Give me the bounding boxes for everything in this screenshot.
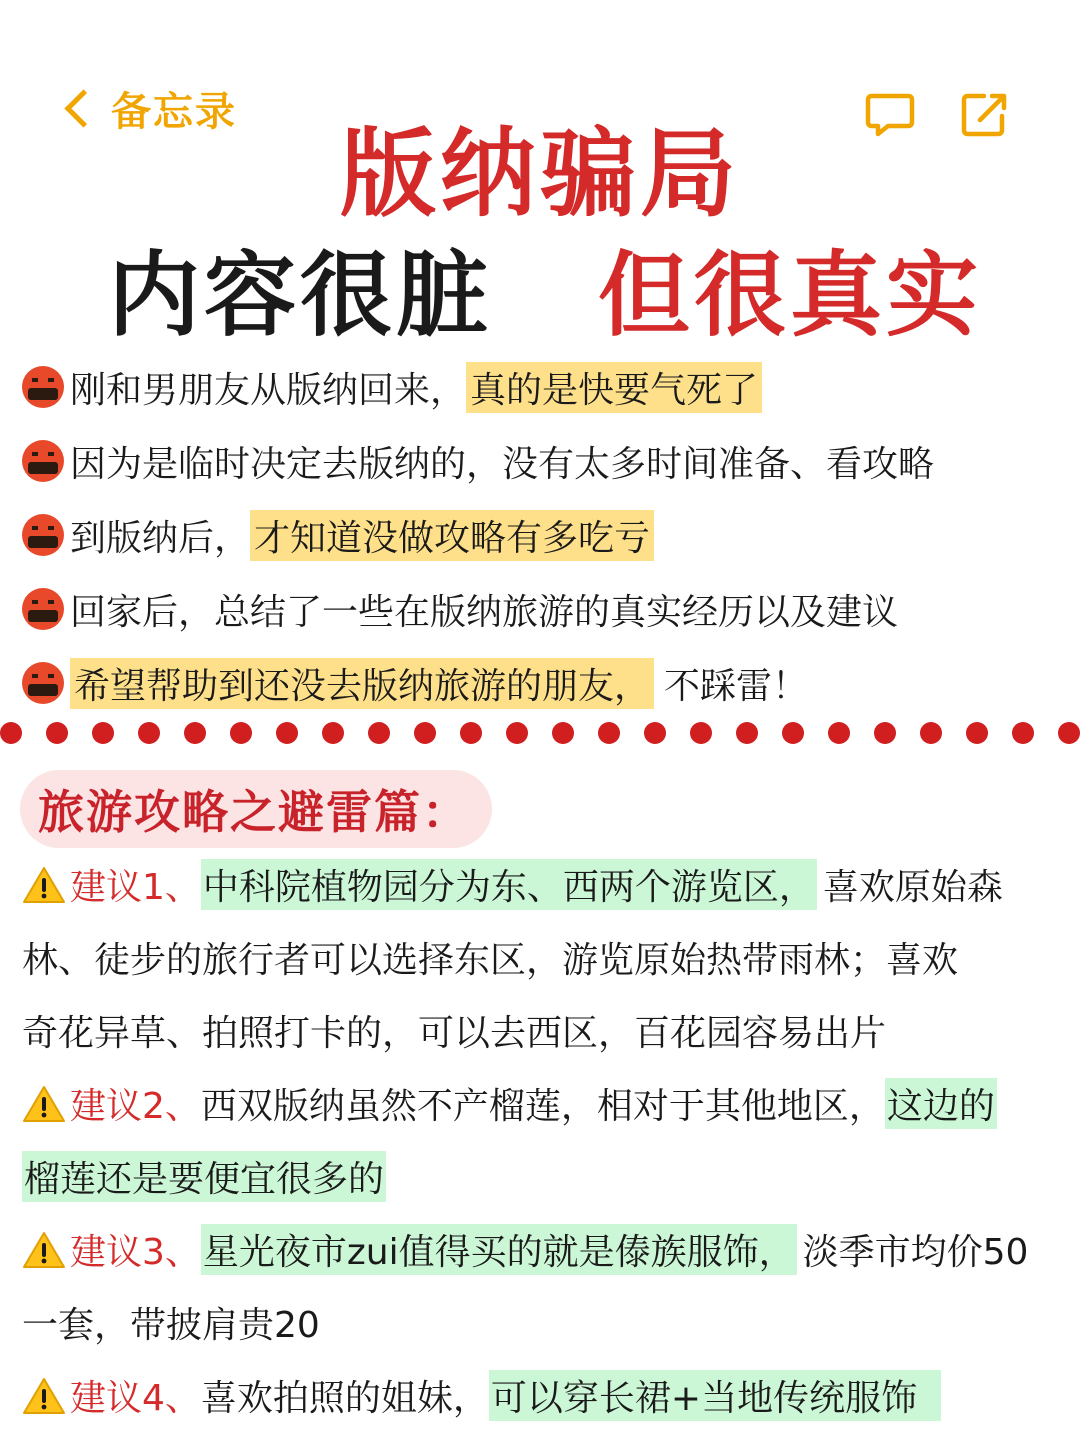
tip-highlight: 星光夜市zui值得买的就是傣族服饰， [201,1224,797,1275]
divider-dot [828,722,850,744]
divider-dot [1012,722,1034,744]
list-item [22,1067,1062,1140]
list-item [22,848,1062,921]
intro-highlight: 希望帮助到还没去版纳旅游的朋友， [70,658,654,709]
divider-dot [920,722,942,744]
divider-dot [644,722,666,744]
tip-text: 淡季市均价50 [802,1232,1029,1273]
tip-highlight: 这边的 [885,1078,997,1129]
tip-highlight: 榴莲还是要便宜很多的 [22,1151,386,1202]
subtitle-right: 但很真实 [598,242,983,349]
tip-text: 西双版纳虽然不产榴莲，相对于其他地区， [200,1086,885,1127]
list-item [22,350,1062,424]
list-item [22,572,1062,646]
divider-dot [276,722,298,744]
list-item [22,1213,1062,1286]
tip-label: 建议2、 [70,1086,201,1127]
warning-icon [22,865,66,905]
divider-dot [460,722,482,744]
tip-label: 建议1、 [70,867,201,908]
divider-dot [552,722,574,744]
divider-dot [414,722,436,744]
tip-text: 奇花异草、拍照打卡的，可以去西区，百花园容易出片 [22,1013,887,1054]
divider-dot [230,722,252,744]
divider-dot [92,722,114,744]
divider-dot [598,722,620,744]
tips-list [22,848,1062,1432]
divider-dot [368,722,390,744]
divider-dot [966,722,988,744]
divider-dot [690,722,712,744]
list-item [22,424,1062,498]
intro-list [22,350,1062,720]
tip-label: 建议3、 [70,1232,201,1273]
page-title: 版纳骗局 [340,118,740,230]
warning-icon [22,1376,66,1416]
angry-face-icon [22,440,64,482]
section-title: 旅游攻略之避雷篇： [20,770,492,848]
divider-dot [46,722,68,744]
angry-face-icon [22,514,64,556]
back-label: 备忘录 [111,89,237,135]
intro-highlight: 才知道没做攻略有多吃亏 [250,510,654,561]
intro-text: 因为是临时决定去版纳的，没有太多时间准备、看攻略 [70,443,935,485]
list-item [22,994,1062,1067]
divider-dot [736,722,758,744]
intro-text: 到版纳后， [70,517,251,559]
subtitle-left: 内容很脏 [108,242,493,349]
divider-dot [506,722,528,744]
list-item [22,1286,1062,1359]
divider-dot [874,722,896,744]
tip-highlight: 可以穿长裙+当地传统服饰 [489,1370,941,1421]
intro-text: 回家后，总结了一些在版纳旅游的真实经历以及建议 [70,591,899,633]
tip-text: 一套，带披肩贵20 [22,1305,320,1346]
tip-text: 喜欢原始森 [822,867,1003,908]
tip-highlight: 中科院植物园分为东、西两个游览区， [201,859,817,910]
divider-dot [0,722,22,744]
angry-face-icon [22,366,64,408]
intro-text: 不踩雷！ [664,665,809,707]
intro-text: 刚和男朋友从版纳回来， [70,369,467,411]
divider-dot [1058,722,1080,744]
divider-dot [322,722,344,744]
tip-text: 林、徒步的旅行者可以选择东区，游览原始热带雨林；喜欢 [22,940,959,981]
angry-face-icon [22,662,64,704]
tip-label: 建议4、 [70,1378,201,1419]
list-item [22,646,1062,720]
list-item [22,1140,1062,1213]
divider-dot [782,722,804,744]
divider-dot [184,722,206,744]
tip-text: 喜欢拍照的姐妹， [200,1378,489,1419]
dotted-divider [0,722,1080,748]
divider-dot [138,722,160,744]
list-item [22,921,1062,994]
warning-icon [22,1084,66,1124]
warning-icon [22,1230,66,1270]
angry-face-icon [22,588,64,630]
list-item [22,1359,1062,1432]
intro-highlight: 真的是快要气死了 [466,362,762,413]
list-item [22,498,1062,572]
